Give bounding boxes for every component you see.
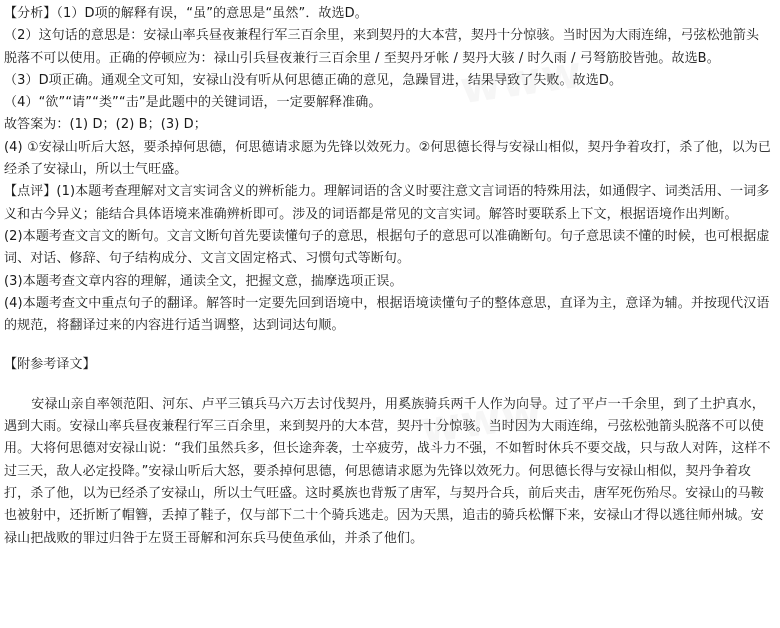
translation-section [4,354,772,549]
answer-summary: 故答案为：(1) D；(2) B；(3) D； [4,117,207,133]
analysis-part-4: （4）“欲”“请”“类”“击”是此题中的关键词语，一定要解释准确。 [4,95,382,111]
answer-translation: (4) ①安禄山听后大怒，要杀掉何思德，何思德请求愿为先锋以效死力。②何思德长得与安禄山相似，契丹争着攻打，杀了他，以为已经杀了安禄山，所以士气旺盛。 [4,139,771,178]
section-spacer [4,337,772,354]
comment-part-3: (3)本题考查文章内容的理解，通读全文，把握文意，揣摩选项正误。 [4,273,403,289]
analysis-section [4,3,772,181]
analysis-part-2: （2）这句话的意思是：安禄山率兵昼夜兼程行军三百余里，来到契丹的大本营，契丹十分惊骇。当时因为大雨连绵，弓弦松弛箭头脱落不可以使用。正确的停顿应为：禄山引兵昼夜兼行三百余里 / 至契丹牙帐 / 契丹大骇 / 时久雨 / 弓弩筋胶皆弛。故选B。 [4,28,760,66]
analysis-part-1: 【分析】（1）D项的解释有误，“虽”的意思是“虽然”．故选D。 [4,6,368,21]
translation-heading: 【附参考译文】 [4,357,96,373]
heading-spacer [4,377,772,394]
comment-section [4,181,772,337]
analysis-part-3: （3）D项正确。通观全文可知，安禄山没有听从何思德正确的意见，急躁冒进，结果导致了失败。故选D。 [4,72,623,88]
comment-part-1: 【点评】(1)本题考查理解对文言实词含义的辨析能力。理解词语的含义时要注意文言词语的特殊用法，如通假字、词类活用、一词多义和古今异义；能结合具体语境来准确辨析即可。涉及的词语都是常见的文言实词。解答时要联系上下文，根据语境作出判断。 [4,184,770,222]
comment-part-4: (4)本题考查文中重点句子的翻译。解答时一定要先回到语境中，根据语境读懂句子的整体意思，直译为主，意译为辅。并按现代汉语的规范，将翻译过来的内容进行适当调整，达到词达句顺。 [4,295,770,334]
comment-part-2: (2)本题考查文言文的断句。文言文断句首先要读懂句子的意思，根据句子的意思可以准确断句。句子意思读不懂的时候，也可根据虚词、对话、修辞、句子结构成分、文言文固定格式、习惯句式等断句。 [4,228,770,267]
translation-body: 安禄山亲自率领范阳、河东、卢平三镇兵马六万去讨伐契丹，用奚族骑兵两千人作为向导。过了平卢一千余里，到了土护真水，遇到大雨。安禄山率兵昼夜兼程行军三百余里，来到契丹的大本营，契丹十分惊骇。当时因为大雨连绵，弓弦松弛箭头脱落不可以使用。大将何思德对安禄山说：“我们虽然兵多，但长途奔袭，士卒疲劳，战斗力不强，不如暂时休兵不要交战，只与敌人对阵，这样不过三天，敌人必定投降。”安禄山听后大怒，要杀掉何思德，何思德请求愿为先锋以效死力。何思德长得与安禄山相似，契丹争着攻打，杀了他，以为已经杀了安禄山，所以士气旺盛。这时奚族也背叛了唐军，与契丹合兵，前后夹击，唐军死伤殆尽。安禄山的马鞍也被射中，还折断了帽簪，丢掉了鞋子，仅与部下二十个骑兵逃走。因为天黑，追击的骑兵松懈下来，安禄山才得以逃往师州城。安禄山把战败的罪过归咎于左贤王哥解和河东兵马使鱼承仙，并杀了他们。 [4,396,771,546]
